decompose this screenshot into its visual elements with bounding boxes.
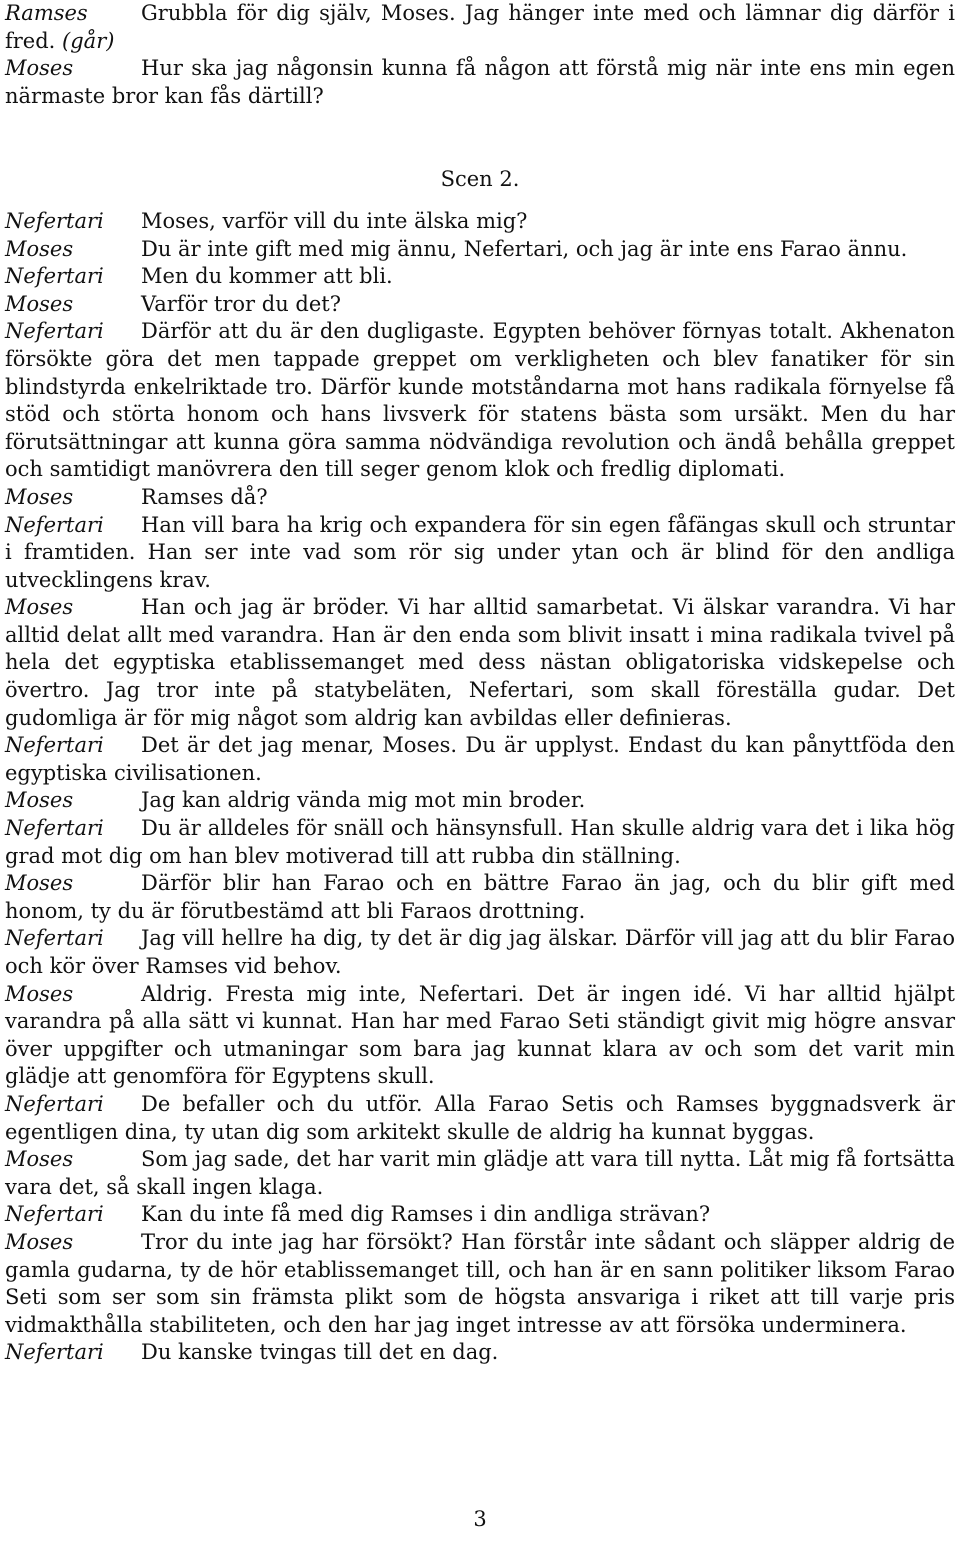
line-text: Jag vill hellre ha dig, ty det är dig jag älskar. Därför vill jag att du blir Farao och kör över Ramses vid behov.	[5, 926, 955, 978]
line-text: Som jag sade, det har varit min glädje att vara till nytta. Låt mig få fortsätta vara det, så skall ingen klaga.	[5, 1147, 955, 1199]
line-text: Jag kan aldrig vända mig mot min broder.	[141, 788, 586, 813]
dialogue-line	[5, 0, 955, 55]
dialogue-line	[5, 1339, 955, 1367]
line-text: Hur ska jag någonsin kunna få någon att förstå mig när inte ens min egen närmaste bror kan fås därtill?	[5, 56, 955, 108]
speaker-name: Nefertari	[5, 264, 104, 289]
dialogue-line	[5, 512, 955, 595]
dialogue-line	[5, 1201, 955, 1229]
line-text: Men du kommer att bli.	[141, 264, 393, 289]
dialogue-line	[5, 1229, 955, 1339]
line-text: Han och jag är bröder. Vi har alltid samarbetat. Vi älskar varandra. Vi har alltid delat allt med varandra. Han är den enda som blivit insatt i mina radikala tvivel på hela det egyptiska etablissemanget med dess nästan obligatoriska vidskepelse och övertro. Jag tror inte på statybeläten, Nefertari, som skall föreställa gudar. Det gudomliga är för mig något som aldrig kan avbildas eller definieras.	[5, 595, 955, 730]
scene-title: Scen 2.	[440, 167, 520, 192]
dialogue-line	[5, 594, 955, 732]
dialogue-line	[5, 815, 955, 870]
line-text: Därför blir han Farao och en bättre Farao än jag, och du blir gift med honom, ty du är förutbestämd att bli Faraos drottning.	[5, 871, 955, 923]
page-number: 3	[473, 1507, 487, 1531]
dialogue-block-1	[5, 0, 955, 110]
speaker-name: Moses	[5, 291, 74, 316]
dialogue-line	[5, 925, 955, 980]
dialogue-line	[5, 263, 955, 291]
dialogue-line	[5, 484, 955, 512]
speaker-name: Nefertari	[5, 1340, 104, 1365]
speaker-name: Nefertari	[5, 1202, 104, 1227]
speaker-name: Nefertari	[5, 733, 104, 758]
line-text: Därför att du är den dugligaste. Egypten behöver förnyas totalt. Akhenaton försökte göra det men tappade greppet om verkligheten och blev fanatiker för sin blindstyrda enkelriktade tro. Därför kunde motståndarna mot hans radikala förnyelse få stöd och störta honom och hans livsverk för statens bästa som ursäkt. Men du har förutsättningar att kunna göra samma nödvändiga revolution och ändå behålla greppet och samtidigt manövrera den till seger genom klok och fredlig diplomati.	[5, 319, 955, 482]
speaker-name: Nefertari	[5, 208, 104, 233]
dialogue-line	[5, 318, 955, 484]
dialogue-line	[5, 1146, 955, 1201]
speaker-name: Moses	[5, 1229, 74, 1254]
line-text: Han vill bara ha krig och expandera för sin egen fåfängas skull och struntar i framtiden. Han ser inte vad som rör sig under ytan och är blind för den andliga utvecklingens krav.	[5, 512, 955, 592]
dialogue-line	[5, 55, 955, 110]
speaker-name: Moses	[5, 236, 74, 261]
dialogue-block-2	[5, 208, 955, 1367]
line-text: Kan du inte få med dig Ramses i din andliga strävan?	[141, 1202, 711, 1227]
dialogue-line	[5, 1091, 955, 1146]
line-text: Du är alldeles för snäll och hänsynsfull. Han skulle aldrig vara det i lika hög grad mot dig om han blev motiverad till att rubba din ställning.	[5, 816, 955, 868]
line-text: Det är det jag menar, Moses. Du är upplyst. Endast du kan pånyttföda den egyptiska civilisationen.	[5, 733, 955, 785]
speaker-name: Moses	[5, 871, 74, 896]
speaker-name: Nefertari	[5, 926, 104, 951]
speaker-name: Nefertari	[5, 319, 104, 344]
speaker-name: Moses	[5, 595, 74, 620]
speaker-name: Moses	[5, 1147, 74, 1172]
dialogue-line	[5, 236, 955, 264]
line-text: Moses, varför vill du inte älska mig?	[141, 208, 528, 233]
line-text: Ramses då?	[141, 484, 268, 509]
line-text: Varför tror du det?	[141, 291, 341, 316]
dialogue-line	[5, 732, 955, 787]
stage-direction: (går)	[62, 28, 115, 53]
speaker-name: Moses	[5, 484, 74, 509]
speaker-name: Moses	[5, 788, 74, 813]
speaker-name: Ramses	[5, 1, 88, 25]
dialogue-line	[5, 208, 955, 236]
line-text: Du är inte gift med mig ännu, Nefertari, och jag är inte ens Farao ännu.	[141, 236, 908, 261]
dialogue-line	[5, 870, 955, 925]
speaker-name: Nefertari	[5, 512, 104, 537]
speaker-name: Nefertari	[5, 816, 104, 841]
speaker-name: Nefertari	[5, 1091, 104, 1116]
line-text: De befaller och du utför. Alla Farao Setis och Ramses byggnadsverk är egentligen dina, ty utan dig som arkitekt skulle de aldrig ha kunnat byggas.	[5, 1091, 955, 1144]
line-text: Tror du inte jag har försökt? Han förstår inte sådant och släpper aldrig de gamla gudarna, ty de hör etablissemanget till, och han är en sann politiker liksom Farao Seti som ser som sin främsta plikt som de högsta ansvariga i riket att till varje pris vidmakthålla stabiliteten, och den har jag inget intresse av att försöka underminera.	[5, 1229, 955, 1337]
dialogue-line	[5, 787, 955, 815]
line-text: Du kanske tvingas till det en dag.	[141, 1340, 499, 1365]
manuscript-page	[5, 0, 955, 1367]
dialogue-line	[5, 291, 955, 319]
line-text: Grubbla för dig själv, Moses. Jag hänger inte med och lämnar dig därför i fred.	[5, 1, 955, 53]
line-text: Aldrig. Fresta mig inte, Nefertari. Det är ingen idé. Vi har alltid hjälpt varandra på alla sätt vi kunnat. Han har med Farao Seti ständigt givit mig högre ansvar över uppgifter och utmaningar som bara jag kunnat klara av och som det varit min glädje att genomföra för Egyptens skull.	[5, 981, 955, 1089]
speaker-name: Moses	[5, 56, 74, 81]
dialogue-line	[5, 981, 955, 1091]
speaker-name: Moses	[5, 981, 74, 1006]
